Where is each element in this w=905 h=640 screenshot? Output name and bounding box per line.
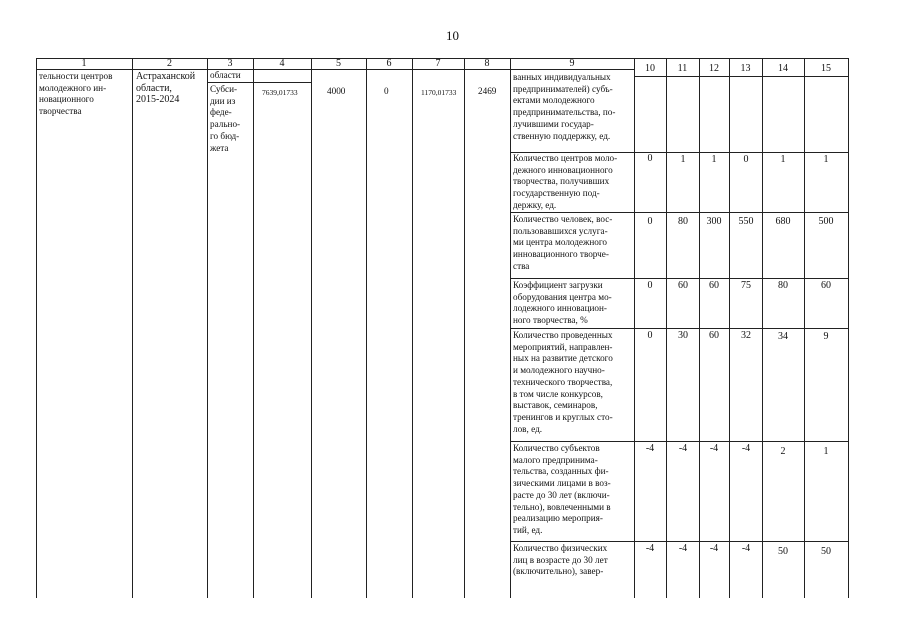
value-cell: 680	[775, 216, 791, 227]
value-cell: 60	[709, 280, 719, 291]
value-cell: 0	[743, 154, 749, 165]
indicator-text: Количество физических лиц в возрасте до 30 лет (включительно), завер-	[513, 543, 608, 577]
col-border-6	[412, 58, 413, 598]
col-border-1	[132, 58, 133, 598]
col-border-7	[464, 58, 465, 598]
col-border-0	[36, 58, 37, 598]
header-row-border	[36, 69, 634, 70]
indicator-text: Количество проведенных мероприятий, направлен- ных на развитие детского и молодежного научно- технического творчества, в том числе конкурсов, выставок, семинаров, тренингов и круглых сто- лов, ед.	[513, 330, 613, 434]
value-cell: 0	[647, 280, 653, 291]
value-cell: -4	[678, 543, 688, 554]
page-number: 10	[446, 28, 459, 43]
value-cell: -4	[741, 543, 751, 554]
value-cell: 1	[780, 154, 786, 165]
value-cell: 1	[823, 154, 829, 165]
header-col-11: 11	[677, 63, 688, 74]
header-col-14: 14	[778, 63, 788, 74]
event-name-cell: тельности центров молодежного ин- новационного творчества	[39, 71, 113, 117]
col-border-3	[253, 58, 254, 598]
header-col-15: 15	[821, 63, 831, 74]
total-amount-cell: 7639,01733	[262, 88, 298, 97]
value-cell: 550	[738, 216, 754, 227]
indicator-text: Коэффициент загрузки оборудования центра мо- лодежного инновацион- ного творчества, %	[513, 280, 612, 326]
indicator-text: ванных индивидуальных предпринимателей) субъ- ектами молодежного предпринимательства, по- лучившими государ- ственную поддержку, ед.	[513, 72, 616, 141]
value-cell: -4	[645, 543, 655, 554]
value-cell: 2	[780, 446, 786, 457]
value-cell: 50	[821, 546, 831, 557]
funding-source-cell: Субси- дии из феде- рально- го бюд- жета	[210, 84, 241, 153]
source-top-cell: области	[210, 70, 241, 80]
col-border-13	[762, 58, 763, 598]
value-cell: -4	[678, 443, 688, 454]
value-cell: 32	[741, 330, 751, 341]
value-cell: 1	[711, 154, 717, 165]
value-cell: -4	[645, 443, 655, 454]
value-cell: -4	[709, 443, 719, 454]
value-cell: 1	[823, 446, 829, 457]
indicator-text: Количество человек, вос- пользовавшихся услуга- ми центра молодежного инновационного творче- ства	[513, 214, 613, 271]
row-border-3	[510, 278, 848, 279]
data-table	[36, 58, 848, 598]
value-cell: -4	[741, 443, 751, 454]
header-col-12: 12	[709, 63, 719, 74]
value-cell: 75	[741, 280, 751, 291]
value-cell: 300	[706, 216, 722, 227]
value-cell: 60	[821, 280, 831, 291]
amount-col7-cell: 1170,01733	[421, 88, 457, 97]
value-cell: 80	[778, 280, 788, 291]
amount-col5-cell: 4000	[327, 86, 346, 96]
value-cell: 50	[778, 546, 788, 557]
col-border-14	[804, 58, 805, 598]
value-cell: 9	[823, 331, 829, 342]
value-cell: -4	[709, 543, 719, 554]
col-border-2	[207, 58, 208, 598]
amount-col6-cell: 0	[384, 86, 389, 96]
header-col-13: 13	[740, 63, 751, 74]
col-border-12	[729, 58, 730, 598]
value-cell: 0	[647, 153, 653, 164]
value-cell: 34	[778, 331, 788, 342]
col-border-9	[634, 58, 635, 598]
row-border-6	[510, 541, 848, 542]
row-border-2	[510, 212, 848, 213]
header-col-5: 5	[336, 58, 341, 69]
indicator-text: Количество субъектов малого предпринима- тельства, созданных фи- зическими лицами в воз- расте до 30 лет (включи- тельно), вовлеченными в реализацию мероприя- тий, ед.	[513, 443, 611, 535]
value-cell: 0	[647, 330, 653, 341]
header-col-8: 8	[484, 58, 490, 69]
col-border-4	[311, 58, 312, 598]
header-col-7: 7	[435, 58, 441, 69]
col-border-8	[510, 58, 511, 598]
value-cell: 1	[680, 154, 686, 165]
indicator-text: Количество центров моло- дежного инновационного творчества, получивших государственную под- держку, ед.	[513, 153, 618, 210]
value-cell: 500	[818, 216, 834, 227]
value-cell: 60	[678, 280, 688, 291]
header-col-10: 10	[645, 63, 655, 74]
amount-col8-cell: 2469	[478, 86, 497, 96]
col-border-15	[848, 58, 849, 598]
row-border-5	[510, 441, 848, 442]
col3-row-border	[207, 82, 311, 83]
col-border-5	[366, 58, 367, 598]
header-col-4: 4	[279, 58, 285, 69]
header-col-9: 9	[569, 58, 575, 69]
col-border-10	[666, 58, 667, 598]
header-col-6: 6	[386, 58, 392, 69]
row-border-4	[510, 328, 848, 329]
col-border-11	[699, 58, 700, 598]
header-col-3: 3	[227, 58, 233, 69]
value-cell: 80	[678, 216, 688, 227]
value-cell: 60	[709, 330, 719, 341]
header-col-1: 1	[81, 58, 87, 69]
value-cell: 30	[678, 330, 688, 341]
header-col-2: 2	[167, 58, 172, 69]
value-cell: 0	[647, 216, 653, 227]
responsible-cell: Астраханской области, 2015-2024	[136, 71, 196, 106]
